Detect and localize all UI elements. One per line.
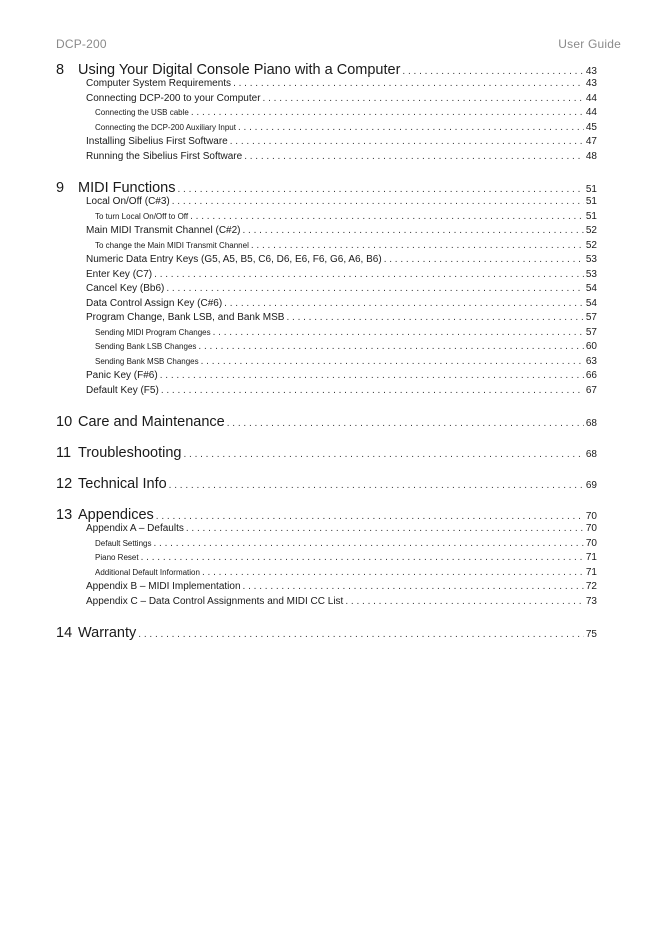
toc-section-entry[interactable] <box>56 136 597 151</box>
toc-entry-title: Sending Bank LSB Changes <box>95 342 197 351</box>
toc-dot-leader <box>384 254 584 265</box>
toc-page-number: 69 <box>585 480 597 491</box>
toc-dot-leader <box>244 151 584 162</box>
toc-section-entry[interactable] <box>56 298 597 313</box>
toc-subsection-entry[interactable] <box>56 240 597 255</box>
toc-dot-leader <box>243 225 584 236</box>
toc-page-number: 43 <box>585 78 597 89</box>
toc-chapter-entry[interactable] <box>56 62 597 78</box>
toc-page-number: 53 <box>585 268 597 280</box>
toc-section-entry[interactable] <box>56 596 597 611</box>
toc-page-number: 53 <box>585 254 597 265</box>
toc-dot-leader <box>251 240 584 251</box>
toc-entry-title: Local On/Off (C#3) <box>86 196 170 207</box>
page-header <box>56 37 621 51</box>
toc-chapter-number: 9 <box>56 180 65 196</box>
toc-dot-leader <box>198 341 583 352</box>
toc-entry-title: Installing Sibelius First Software <box>86 136 228 147</box>
toc-subsection-entry[interactable] <box>56 122 597 137</box>
toc-dot-leader <box>238 122 584 133</box>
toc-entry-title <box>56 625 138 641</box>
toc-entry-title: Appendix A – Defaults <box>86 523 184 534</box>
toc-dot-leader <box>191 107 584 118</box>
toc-page-number: 51 <box>585 210 597 222</box>
toc-dot-leader <box>169 480 584 491</box>
toc-chapter-entry[interactable] <box>56 180 597 196</box>
toc-chapter-number: 8 <box>56 62 65 78</box>
toc-chapter-number: 13 <box>56 507 73 523</box>
toc-chapter-number: 12 <box>56 476 73 492</box>
toc-dot-leader <box>183 449 583 460</box>
toc-chapter-title: MIDI Functions <box>78 180 176 196</box>
toc-dot-leader <box>230 136 584 147</box>
toc-dot-leader <box>286 312 583 323</box>
toc-chapter-number: 14 <box>56 625 73 641</box>
toc-entry-title: Sending Bank MSB Changes <box>95 356 199 366</box>
toc-subsection-entry[interactable] <box>56 211 597 226</box>
toc-section-entry[interactable] <box>56 225 597 240</box>
toc-dot-leader <box>154 269 584 280</box>
toc-chapter-title: Technical Info <box>78 476 167 492</box>
toc-entry-title <box>56 62 402 78</box>
toc-page-number: 75 <box>585 629 597 640</box>
toc-dot-leader <box>201 356 584 367</box>
toc-page-number: 52 <box>585 239 597 251</box>
toc-page-number: 57 <box>585 326 597 338</box>
toc-dot-leader <box>156 511 584 522</box>
toc-entry-title: Panic Key (F#6) <box>86 370 158 381</box>
toc-dot-leader <box>178 184 584 195</box>
toc-page-number: 44 <box>585 107 597 118</box>
toc-page-number: 70 <box>585 523 597 534</box>
toc-section-entry[interactable] <box>56 370 597 385</box>
toc-entry-title: Appendix B – MIDI Implementation <box>86 581 241 592</box>
toc-entry-title <box>56 414 227 430</box>
toc-entry-title <box>56 445 183 461</box>
toc-page-number: 47 <box>585 136 597 147</box>
toc-page-number: 66 <box>585 370 597 381</box>
toc-dot-leader <box>233 78 584 89</box>
toc-chapter-entry[interactable] <box>56 414 597 430</box>
toc-dot-leader <box>186 523 584 534</box>
toc-entry-title: To turn Local On/Off to Off <box>95 211 189 221</box>
toc-section-entry[interactable] <box>56 523 597 538</box>
toc-dot-leader <box>263 93 584 104</box>
toc-section-entry[interactable] <box>56 581 597 596</box>
toc-dot-leader <box>213 327 584 338</box>
toc-chapter-number: 11 <box>56 445 72 461</box>
toc-entry-title: To change the Main MIDI Transmit Channel <box>95 240 249 250</box>
toc-dot-leader <box>243 581 584 592</box>
toc-subsection-entry[interactable] <box>56 538 597 553</box>
toc-page-number: 70 <box>585 511 597 522</box>
toc-dot-leader <box>227 418 584 429</box>
toc-page-number: 68 <box>585 418 597 429</box>
toc-dot-leader <box>345 596 584 607</box>
toc-page-number: 67 <box>585 384 597 396</box>
toc-page-number: 54 <box>585 283 597 294</box>
toc-dot-leader <box>166 283 584 294</box>
toc-page-number: 71 <box>585 566 597 578</box>
toc-page-number: 68 <box>585 449 597 460</box>
toc-chapter-title: Care and Maintenance <box>78 414 225 430</box>
toc-page-number: 72 <box>585 581 597 592</box>
toc-page-number: 44 <box>585 92 597 104</box>
toc-page-number: 54 <box>585 297 597 309</box>
toc-section-entry[interactable] <box>56 312 597 327</box>
toc-page-number: 70 <box>585 537 597 549</box>
toc-entry-title: Data Control Assign Key (C#6) <box>86 297 223 309</box>
toc-dot-leader <box>202 567 584 578</box>
toc-dot-leader <box>172 196 584 207</box>
toc-chapter-title: Using Your Digital Console Piano with a Computer <box>78 62 401 78</box>
toc-entry-title: Running the Sibelius First Software <box>86 150 243 162</box>
toc-page-number: 63 <box>585 355 597 367</box>
toc-section-entry[interactable] <box>56 93 597 108</box>
toc-chapter-entry[interactable] <box>56 445 597 461</box>
toc-subsection-entry[interactable] <box>56 341 597 356</box>
toc-subsection-entry[interactable] <box>56 567 597 582</box>
toc-dot-leader <box>190 211 584 222</box>
toc-entry-title <box>56 507 156 523</box>
toc-page-number: 48 <box>585 150 597 162</box>
toc-entry-title <box>56 476 169 492</box>
toc-section-entry[interactable] <box>56 196 597 211</box>
toc-entry-title: Computer System Requirements <box>86 78 232 89</box>
toc-entry-title: Connecting the DCP-200 Auxiliary Input <box>95 122 236 132</box>
toc-subsection-entry[interactable] <box>56 552 597 567</box>
toc-page-number: 43 <box>585 66 597 77</box>
toc-page-number: 71 <box>585 552 597 563</box>
toc-page-number: 57 <box>585 312 597 323</box>
table-of-contents <box>56 62 597 641</box>
toc-page-number: 51 <box>585 196 597 207</box>
toc-entry-title: Numeric Data Entry Keys (G5, A5, B5, C6, D6, E6, F6, G6, A6, B6) <box>86 254 382 265</box>
toc-dot-leader <box>402 66 583 77</box>
toc-page-number: 45 <box>585 121 597 133</box>
toc-entry-title: Default Settings <box>95 538 152 548</box>
toc-dot-leader <box>160 370 584 381</box>
header-product-name: DCP-200 <box>56 37 107 51</box>
toc-chapter-title: Troubleshooting <box>78 445 182 461</box>
toc-entry-title: Piano Reset <box>95 553 139 562</box>
toc-chapter-title: Warranty <box>78 625 137 641</box>
toc-section-entry[interactable] <box>56 78 597 93</box>
toc-dot-leader <box>138 629 584 640</box>
toc-dot-leader <box>153 538 583 549</box>
toc-chapter-title: Appendices <box>78 507 154 523</box>
toc-page-number: 52 <box>585 225 597 236</box>
toc-section-entry[interactable] <box>56 283 597 298</box>
toc-entry-title: Appendix C – Data Control Assignments and MIDI CC List <box>86 595 344 607</box>
toc-entry-title <box>56 180 178 196</box>
toc-chapter-entry[interactable] <box>56 476 597 492</box>
toc-subsection-entry[interactable] <box>56 327 597 342</box>
toc-section-entry[interactable] <box>56 269 597 284</box>
toc-page-number: 73 <box>585 595 597 607</box>
toc-entry-title: Enter Key (C7) <box>86 268 153 280</box>
toc-entry-title: Program Change, Bank LSB, and Bank MSB <box>86 312 285 323</box>
toc-entry-title: Default Key (F5) <box>86 384 159 396</box>
toc-subsection-entry[interactable] <box>56 107 597 122</box>
toc-dot-leader <box>141 552 584 563</box>
toc-entry-title: Connecting the USB cable <box>95 108 189 117</box>
toc-entry-title: Sending MIDI Program Changes <box>95 327 211 337</box>
toc-entry-title: Main MIDI Transmit Channel (C#2) <box>86 225 241 236</box>
toc-section-entry[interactable] <box>56 385 597 400</box>
toc-page-number: 51 <box>585 184 597 195</box>
toc-entry-title: Additional Default Information <box>95 567 200 577</box>
toc-section-entry[interactable] <box>56 151 597 166</box>
toc-section-entry[interactable] <box>56 254 597 269</box>
header-document-title: User Guide <box>558 37 621 51</box>
toc-chapter-entry[interactable] <box>56 625 597 641</box>
toc-entry-title: Cancel Key (Bb6) <box>86 283 165 294</box>
toc-entry-title: Connecting DCP-200 to your Computer <box>86 92 261 104</box>
toc-chapter-entry[interactable] <box>56 507 597 523</box>
toc-dot-leader <box>224 298 584 309</box>
toc-page-number: 60 <box>585 341 597 352</box>
toc-dot-leader <box>161 385 584 396</box>
toc-chapter-number: 10 <box>56 414 73 430</box>
toc-subsection-entry[interactable] <box>56 356 597 371</box>
